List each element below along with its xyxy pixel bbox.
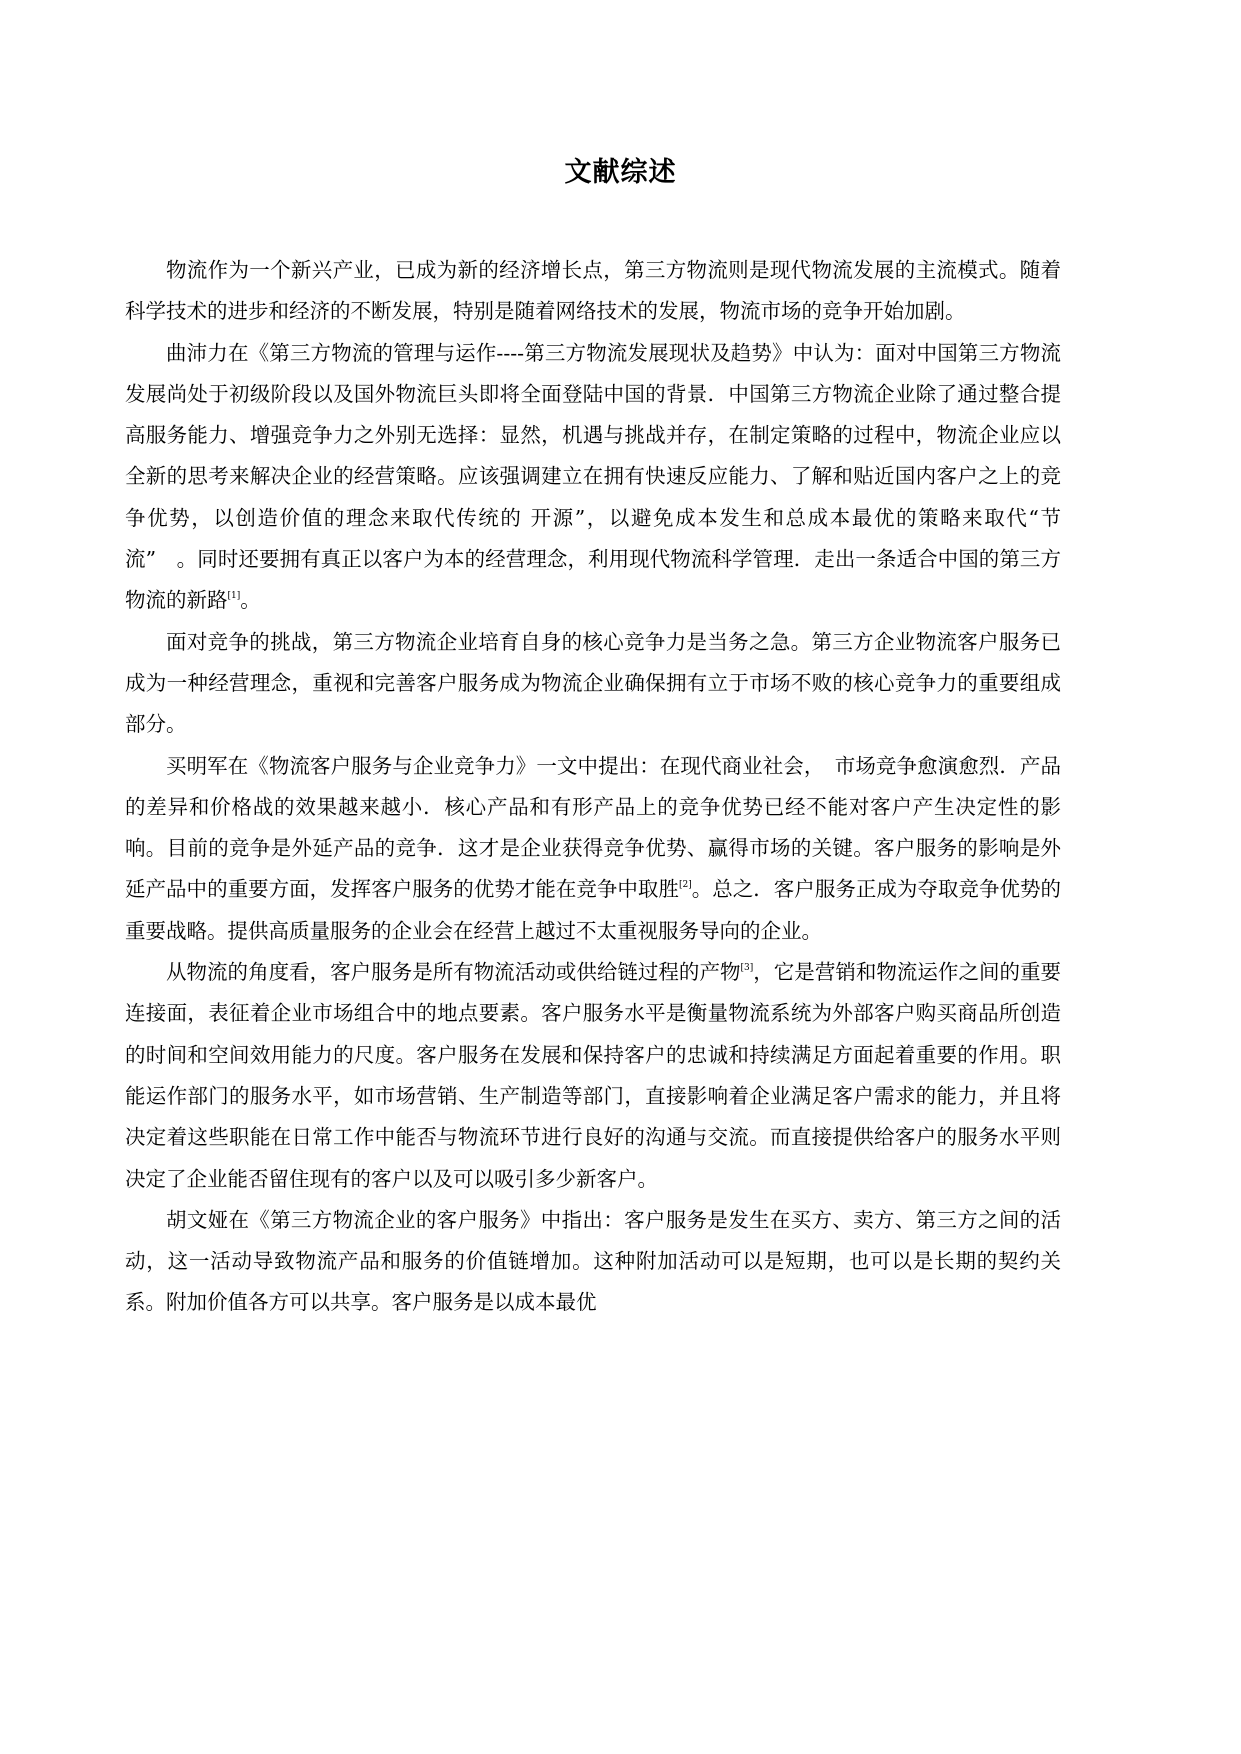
- paragraph-text: 买明军在《物流客户服务与企业竞争力》一文中提出：在现代商业社会， 市场竞争愈演愈烈．产品的差异和价格战的效果越来越小．核心产品和有形产品上的竞争优势已经不能对客户产生决定性的影响。目前的竞争是外延产品的竞争．这才是企业获得竞争优势、赢得市场的关键。客户服务的影响是外延产品中的重要方面，发挥客户服务的优势才能在竞争中取胜: [125, 753, 1061, 902]
- paragraph-text-tail: 。: [240, 588, 261, 613]
- paragraph-intro: [125, 250, 1061, 333]
- paragraph-text: 曲沛力在《第三方物流的管理与运作----第三方物流发展现状及趋势》中认为：面对中国第三方物流发展尚处于初级阶段以及国外物流巨头即将全面登陆中国的背景．中国第三方物流企业除了通过整合提高服务能力、增强竞争力之外别无选择：显然，机遇与挑战并存，在制定策略的过程中，物流企业应以全新的思考来解决企业的经营策略。应该强调建立在拥有快速反应能力、了解和贴近国内客户之上的竞争优势，以创造价值的理念来取代传统的 开源”，以避免成本发生和总成本最优的策略来取代“节流” 。同时还要拥有真正以客户为本的经营理念，利用现代物流科学管理．走出一条适合中国的第三方物流的新路: [125, 340, 1061, 613]
- paragraph-text-tail: ，它是营销和物流运作之间的重要连接面，表征着企业市场组合中的地点要素。客户服务水平是衡量物流系统为外部客户购买商品所创造的时间和空间效用能力的尺度。客户服务在发展和保持客户的忠诚和持续满足方面起着重要的作用。职能运作部门的服务水平，如市场营销、生产制造等部门，直接影响着企业满足客户需求的能力，并且将决定着这些职能在日常工作中能否与物流环节进行良好的沟通与交流。而直接提供给客户的服务水平则决定了企业能否留住现有的客户以及可以吸引多少新客户。: [125, 960, 1062, 1191]
- paragraph-text: 物流作为一个新兴产业，已成为新的经济增长点，第三方物流则是现代物流发展的主流模式。随着科学技术的进步和经济的不断发展，特别是随着网络技术的发展，物流市场的竞争开始加剧。: [125, 258, 1061, 324]
- paragraph-mai-mingjun: [125, 746, 1061, 952]
- paragraph-text-tail: 。总之．客户服务正成为夺取竞争优势的重要战略。提供高质量服务的企业会在经营上越过不太重视服务导向的企业。: [125, 877, 1062, 943]
- document-title: 文献综述: [564, 157, 677, 188]
- paragraph-text: 面对竞争的挑战，第三方物流企业培育自身的核心竞争力是当务之急。第三方企业物流客户服务已成为一种经营理念，重视和完善客户服务成为物流企业确保拥有立于市场不败的核心竞争力的重要组成部分。: [125, 629, 1061, 737]
- paragraph-hu-wenya: [125, 1200, 1061, 1324]
- citation-marker: [1]: [227, 591, 241, 602]
- paragraph-text: 从物流的角度看，客户服务是所有物流活动或供给链过程的产物: [166, 960, 741, 985]
- paragraph-qu-peili: [125, 333, 1061, 622]
- paragraph-logistics-view: [125, 952, 1061, 1200]
- citation-marker: [2]: [678, 880, 692, 891]
- document-body: [125, 250, 1061, 1324]
- citation-marker: [3]: [740, 963, 754, 974]
- paragraph-text: 胡文娅在《第三方物流企业的客户服务》中指出：客户服务是发生在买方、卖方、第三方之间的活动，这一活动导致物流产品和服务的价值链增加。这种附加活动可以是短期，也可以是长期的契约关系。附加价值各方可以共享。客户服务是以成本最优: [125, 1207, 1061, 1315]
- paragraph-core-competence: [125, 622, 1061, 746]
